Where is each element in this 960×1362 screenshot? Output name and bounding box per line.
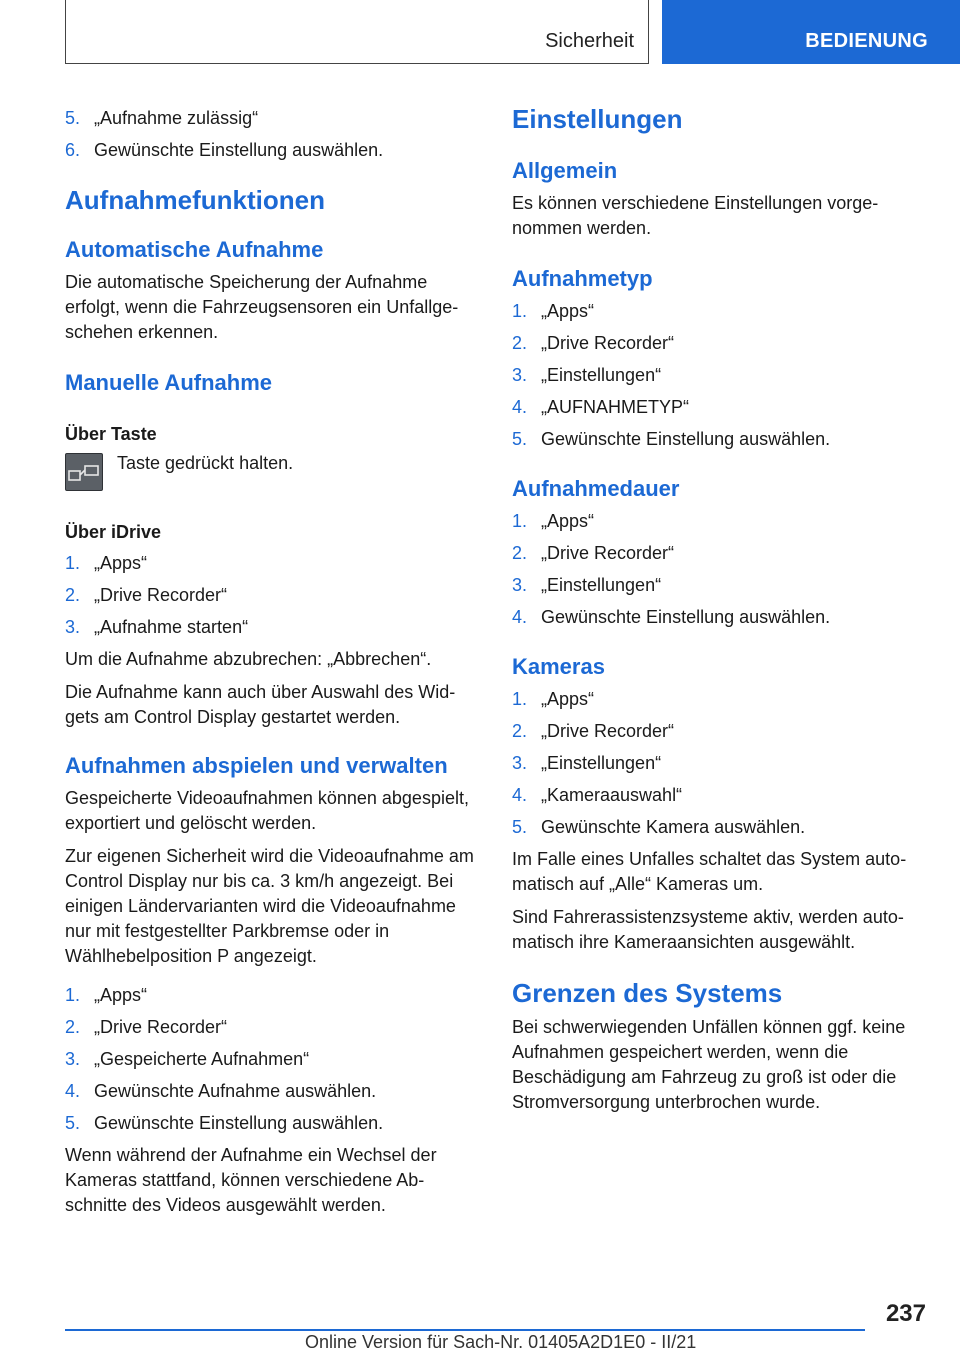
list-abspielen <box>65 979 477 1139</box>
list-item-number: 2. <box>512 721 528 741</box>
list-top <box>65 102 477 166</box>
list-item-number: 3. <box>65 617 81 637</box>
paragraph-sicherheit: Zur eigenen Sicherheit wird die Videoaufnahme am Control Display nur bis ca. 3 km/h angezeigt. Bei einigen Ländervarianten wird die Videoaufnahme nur mit festgestellter Parkbremse oder in Wählhebelposition P angezeigt. <box>65 846 474 966</box>
list-item-text: „AUFNAHMETYP“ <box>541 397 689 417</box>
header-section-tab <box>65 0 649 64</box>
list-item-text: „Apps“ <box>94 553 148 573</box>
list-item-text: Gewünschte Einstellung auswählen. <box>94 140 384 160</box>
list-item-text: „Apps“ <box>541 689 595 709</box>
footer-version-text: Online Version für Sach-Nr. 01405A2D1E0 - II/21 <box>305 1332 697 1352</box>
list-item <box>65 579 477 611</box>
list-item-text: „Aufnahme starten“ <box>94 617 249 637</box>
paragraph-automatische: Die automatische Speicherung der Aufnahme erfolgt, wenn die Fahrzeugsensoren ein Unfallgeschehen erkennen. <box>65 272 459 342</box>
list-item-number: 5. <box>65 108 81 128</box>
left-column <box>65 100 477 1218</box>
list-item-text: „Apps“ <box>94 985 148 1005</box>
list-item-number: 4. <box>512 607 528 627</box>
list-item-text: „Apps“ <box>541 301 595 321</box>
heading-aufnahmedauer: Aufnahmedauer <box>512 476 680 501</box>
list-item-text: „Einstellungen“ <box>541 575 662 595</box>
list-item <box>512 505 930 537</box>
paragraph-abbrechen: Um die Aufnahme abzubrechen: „Abbrechen“. <box>65 649 432 669</box>
header-chapter-title: BEDIENUNG <box>805 30 928 52</box>
list-item <box>65 1107 477 1139</box>
right-column <box>512 100 930 1115</box>
list-item-text: „Aufnahme zulässig“ <box>94 108 259 128</box>
list-item <box>512 423 930 455</box>
list-idrive <box>65 547 477 643</box>
list-item <box>512 683 930 715</box>
list-item-number: 6. <box>65 140 81 160</box>
list-item-number: 1. <box>65 553 81 573</box>
list-item <box>65 134 477 166</box>
list-item-text: „Kameraauswahl“ <box>541 785 683 805</box>
header-section-title: Sicherheit <box>545 30 634 52</box>
list-item <box>512 747 930 779</box>
heading-aufnahmetyp: Aufnahmetyp <box>512 266 653 291</box>
list-item-text: Gewünschte Einstellung auswählen. <box>94 1113 384 1133</box>
camera-record-button-icon <box>65 453 103 491</box>
list-aufnahmedauer <box>512 505 930 633</box>
heading-allgemein: Allgemein <box>512 158 618 183</box>
list-item <box>512 601 930 633</box>
list-item-number: 4. <box>512 785 528 805</box>
list-item-number: 2. <box>65 585 81 605</box>
heading-aufnahmefunktionen: Aufnahmefunktionen <box>65 185 325 215</box>
heading-einstellungen: Einstellungen <box>512 104 683 134</box>
list-item <box>512 295 930 327</box>
list-item-text: Gewünschte Kamera auswählen. <box>541 817 806 837</box>
list-item-text: „Drive Recorder“ <box>541 543 675 563</box>
list-item-text: „Drive Recorder“ <box>541 333 675 353</box>
paragraph-fahrerassistenz: Sind Fahrerassistenzsysteme aktiv, werden automatisch ihre Kameraansichten ausgewählt. <box>512 907 904 952</box>
list-item-text: „Drive Recorder“ <box>94 585 228 605</box>
paragraph-gespeichert: Gespeicherte Videoaufnahmen können abgespielt, exportiert und gelöscht werden. <box>65 788 469 833</box>
footer-divider <box>65 1329 865 1331</box>
paragraph-unfall: Im Falle eines Unfalles schaltet das System automatisch auf „Alle“ Kameras um. <box>512 849 907 894</box>
list-item-text: „Apps“ <box>541 511 595 531</box>
list-item <box>512 569 930 601</box>
list-item-text: „Drive Recorder“ <box>94 1017 228 1037</box>
list-item-number: 3. <box>65 1049 81 1069</box>
list-item-number: 5. <box>65 1113 81 1133</box>
list-item-number: 2. <box>512 333 528 353</box>
list-item <box>512 811 930 843</box>
list-item <box>65 547 477 579</box>
list-item <box>65 102 477 134</box>
heading-ueber-idrive: Über iDrive <box>65 522 162 542</box>
list-kameras <box>512 683 930 843</box>
heading-aufnahmen-abspielen: Aufnahmen abspielen und verwalten <box>65 753 448 778</box>
list-item-text: Gewünschte Einstellung auswählen. <box>541 607 831 627</box>
list-item-number: 4. <box>65 1081 81 1101</box>
list-item <box>65 611 477 643</box>
list-item-number: 2. <box>512 543 528 563</box>
heading-grenzen-des-systems: Grenzen des Systems <box>512 978 783 1008</box>
list-item <box>65 1075 477 1107</box>
list-item-number: 1. <box>512 511 528 531</box>
list-item <box>512 391 930 423</box>
paragraph-grenzen: Bei schwerwiegenden Unfällen können ggf. keine Aufnahmen gespeichert werden, wenn die Beschädigung am Fahrzeug zu groß ist oder die Stromversorgung unterbrochen wurde. <box>512 1017 906 1112</box>
heading-automatische-aufnahme: Automatische Aufnahme <box>65 237 324 262</box>
list-item <box>512 359 930 391</box>
heading-ueber-taste: Über Taste <box>65 424 157 444</box>
paragraph-widgets: Die Aufnahme kann auch über Auswahl des Widgets am Control Display gestartet werden. <box>65 682 456 727</box>
list-item-number: 1. <box>512 301 528 321</box>
header-chapter-tab <box>662 0 960 64</box>
list-item-number: 4. <box>512 397 528 417</box>
list-aufnahmetyp <box>512 295 930 455</box>
list-item-number: 3. <box>512 575 528 595</box>
heading-kameras: Kameras <box>512 654 605 679</box>
list-item-number: 1. <box>512 689 528 709</box>
list-item-text: Gewünschte Aufnahme auswählen. <box>94 1081 377 1101</box>
list-item <box>65 1011 477 1043</box>
paragraph-taste: Taste gedrückt halten. <box>117 453 294 473</box>
list-item-text: Gewünschte Einstellung auswählen. <box>541 429 831 449</box>
list-item-number: 3. <box>512 753 528 773</box>
list-item <box>65 1043 477 1075</box>
list-item-text: „Einstellungen“ <box>541 753 662 773</box>
list-item-text: „Gespeicherte Aufnahmen“ <box>94 1049 310 1069</box>
list-item-number: 5. <box>512 429 528 449</box>
key-instruction-row <box>65 453 477 491</box>
list-item <box>512 779 930 811</box>
paragraph-wechsel: Wenn während der Aufnahme ein Wechsel der Kameras stattfand, können verschiedene Abschnitte des Videos ausgewählt werden. <box>65 1145 437 1215</box>
list-item-text: „Einstellungen“ <box>541 365 662 385</box>
list-item-number: 1. <box>65 985 81 1005</box>
list-item-number: 5. <box>512 817 528 837</box>
list-item-number: 2. <box>65 1017 81 1037</box>
list-item-number: 3. <box>512 365 528 385</box>
list-item <box>512 715 930 747</box>
list-item-text: „Drive Recorder“ <box>541 721 675 741</box>
paragraph-allgemein: Es können verschiedene Einstellungen vorgenommen werden. <box>512 193 879 238</box>
list-item <box>65 979 477 1011</box>
page-number: 237 <box>885 1300 926 1327</box>
heading-manuelle-aufnahme: Manuelle Aufnahme <box>65 370 272 395</box>
list-item <box>512 537 930 569</box>
list-item <box>512 327 930 359</box>
